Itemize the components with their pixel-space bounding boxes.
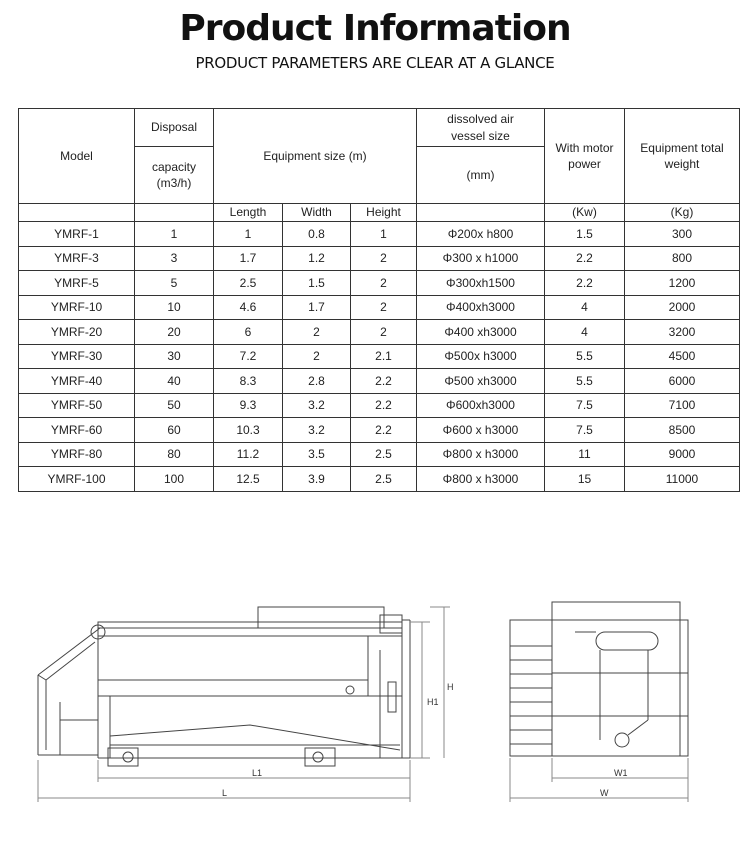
cell-vessel-size: Φ500 xh3000 xyxy=(417,369,545,394)
cell-height: 2.2 xyxy=(351,418,417,443)
page-title: Product Information xyxy=(179,8,571,49)
cell-length: 8.3 xyxy=(214,369,283,394)
header-vessel-unit: (mm) xyxy=(417,147,545,204)
cell-length: 12.5 xyxy=(214,467,283,492)
header-height: Height xyxy=(351,204,417,222)
cell-capacity: 80 xyxy=(135,442,214,467)
header-vessel-blank xyxy=(417,204,545,222)
header-total-weight: Equipment total weight xyxy=(625,109,740,204)
cell-model: YMRF-100 xyxy=(19,467,135,492)
cell-length: 6 xyxy=(214,320,283,345)
cell-width: 0.8 xyxy=(283,222,351,247)
cell-weight: 6000 xyxy=(625,369,740,394)
cell-width: 1.2 xyxy=(283,246,351,271)
table-row xyxy=(19,467,740,492)
cell-height: 2 xyxy=(351,271,417,296)
cell-weight: 300 xyxy=(625,222,740,247)
cell-model: YMRF-3 xyxy=(19,246,135,271)
header-disposal: Disposal xyxy=(135,109,214,147)
cell-capacity: 10 xyxy=(135,295,214,320)
page-subtitle: PRODUCT PARAMETERS ARE CLEAR AT A GLANCE xyxy=(195,54,555,72)
header-vessel-size: dissolved air vessel size xyxy=(417,109,545,147)
cell-weight: 9000 xyxy=(625,442,740,467)
dim-h1-label: H1 xyxy=(427,697,439,707)
dim-w-label: W xyxy=(600,788,609,798)
cell-weight: 3200 xyxy=(625,320,740,345)
cell-motor-power: 7.5 xyxy=(545,418,625,443)
dim-l1-label: L1 xyxy=(252,768,263,778)
cell-capacity: 3 xyxy=(135,246,214,271)
cell-length: 4.6 xyxy=(214,295,283,320)
header-motor-unit: (Kw) xyxy=(545,204,625,222)
cell-motor-power: 4 xyxy=(545,295,625,320)
cell-vessel-size: Φ500x h3000 xyxy=(417,344,545,369)
cell-capacity: 5 xyxy=(135,271,214,296)
cell-width: 2.8 xyxy=(283,369,351,394)
cell-width: 3.9 xyxy=(283,467,351,492)
cell-height: 2.5 xyxy=(351,467,417,492)
cell-weight: 1200 xyxy=(625,271,740,296)
cell-height: 1 xyxy=(351,222,417,247)
cell-model: YMRF-1 xyxy=(19,222,135,247)
spec-table xyxy=(18,108,740,492)
cell-vessel-size: Φ400xh3000 xyxy=(417,295,545,320)
cell-vessel-size: Φ600 x h3000 xyxy=(417,418,545,443)
cell-model: YMRF-60 xyxy=(19,418,135,443)
cell-model: YMRF-80 xyxy=(19,442,135,467)
table-row xyxy=(19,295,740,320)
header-weight-unit: (Kg) xyxy=(625,204,740,222)
cell-height: 2.5 xyxy=(351,442,417,467)
cell-motor-power: 5.5 xyxy=(545,369,625,394)
cell-weight: 2000 xyxy=(625,295,740,320)
cell-width: 3.2 xyxy=(283,418,351,443)
cell-motor-power: 11 xyxy=(545,442,625,467)
cell-height: 2.2 xyxy=(351,369,417,394)
cell-motor-power: 2.2 xyxy=(545,246,625,271)
cell-vessel-size: Φ800 x h3000 xyxy=(417,467,545,492)
cell-motor-power: 2.2 xyxy=(545,271,625,296)
cell-height: 2.1 xyxy=(351,344,417,369)
cell-height: 2.2 xyxy=(351,393,417,418)
table-row xyxy=(19,246,740,271)
header-motor-power: With motor power xyxy=(545,109,625,204)
cell-capacity: 20 xyxy=(135,320,214,345)
cell-capacity: 50 xyxy=(135,393,214,418)
cell-length: 9.3 xyxy=(214,393,283,418)
table-row xyxy=(19,344,740,369)
cell-motor-power: 1.5 xyxy=(545,222,625,247)
cell-model: YMRF-30 xyxy=(19,344,135,369)
header-equipment-size: Equipment size (m) xyxy=(214,109,417,204)
cell-model: YMRF-10 xyxy=(19,295,135,320)
cell-height: 2 xyxy=(351,295,417,320)
cell-width: 2 xyxy=(283,344,351,369)
cell-length: 2.5 xyxy=(214,271,283,296)
cell-model: YMRF-50 xyxy=(19,393,135,418)
cell-capacity: 100 xyxy=(135,467,214,492)
header-capacity: capacity (m3/h) xyxy=(135,147,214,204)
cell-width: 2 xyxy=(283,320,351,345)
table-row xyxy=(19,320,740,345)
cell-width: 3.5 xyxy=(283,442,351,467)
header-capacity-blank xyxy=(135,204,214,222)
cell-weight: 8500 xyxy=(625,418,740,443)
cell-vessel-size: Φ200x h800 xyxy=(417,222,545,247)
cell-capacity: 1 xyxy=(135,222,214,247)
header-length: Length xyxy=(214,204,283,222)
table-row xyxy=(19,418,740,443)
cell-motor-power: 15 xyxy=(545,467,625,492)
cell-vessel-size: Φ600xh3000 xyxy=(417,393,545,418)
cell-width: 1.7 xyxy=(283,295,351,320)
cell-width: 1.5 xyxy=(283,271,351,296)
dim-l-label: L xyxy=(222,788,228,798)
side-view-drawing xyxy=(38,607,450,802)
cell-height: 2 xyxy=(351,246,417,271)
header-width: Width xyxy=(283,204,351,222)
dim-h-label: H xyxy=(447,682,454,692)
equipment-drawing xyxy=(0,590,750,820)
cell-weight: 7100 xyxy=(625,393,740,418)
table-row xyxy=(19,369,740,394)
cell-motor-power: 4 xyxy=(545,320,625,345)
cell-length: 7.2 xyxy=(214,344,283,369)
table-row xyxy=(19,222,740,247)
cell-model: YMRF-5 xyxy=(19,271,135,296)
cell-vessel-size: Φ300 x h1000 xyxy=(417,246,545,271)
table-row xyxy=(19,442,740,467)
cell-model: YMRF-20 xyxy=(19,320,135,345)
table-row xyxy=(19,393,740,418)
cell-motor-power: 5.5 xyxy=(545,344,625,369)
cell-height: 2 xyxy=(351,320,417,345)
header-model: Model xyxy=(19,109,135,204)
header-model-blank xyxy=(19,204,135,222)
cell-capacity: 30 xyxy=(135,344,214,369)
cell-length: 1.7 xyxy=(214,246,283,271)
cell-weight: 11000 xyxy=(625,467,740,492)
cell-vessel-size: Φ400 xh3000 xyxy=(417,320,545,345)
cell-capacity: 60 xyxy=(135,418,214,443)
table-row xyxy=(19,271,740,296)
cell-motor-power: 7.5 xyxy=(545,393,625,418)
cell-length: 11.2 xyxy=(214,442,283,467)
cell-length: 1 xyxy=(214,222,283,247)
front-view-drawing xyxy=(510,602,688,802)
cell-vessel-size: Φ300xh1500 xyxy=(417,271,545,296)
cell-model: YMRF-40 xyxy=(19,369,135,394)
cell-capacity: 40 xyxy=(135,369,214,394)
cell-vessel-size: Φ800 x h3000 xyxy=(417,442,545,467)
cell-length: 10.3 xyxy=(214,418,283,443)
cell-weight: 800 xyxy=(625,246,740,271)
cell-weight: 4500 xyxy=(625,344,740,369)
dim-w1-label: W1 xyxy=(614,768,628,778)
cell-width: 3.2 xyxy=(283,393,351,418)
